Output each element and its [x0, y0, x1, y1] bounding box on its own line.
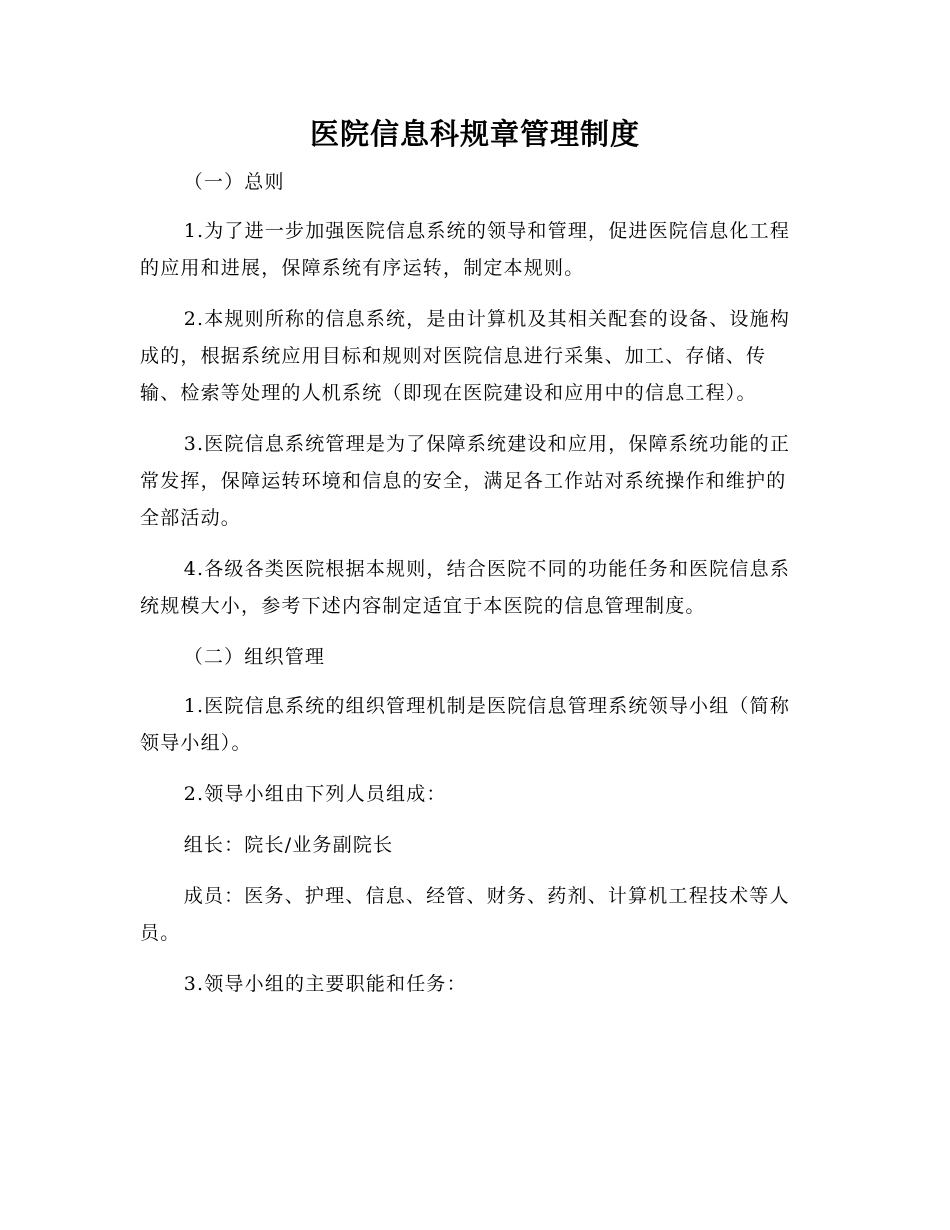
section-heading-organization: （二）组织管理 — [183, 646, 326, 668]
paragraph: 1.医院信息系统的组织管理机制是医院信息管理系统领导小组（简称领导小组）。 — [140, 695, 791, 754]
paragraph: 2.本规则所称的信息系统，是由计算机及其相关配套的设备、设施构成的，根据系统应用目标和规则对医院信息进行采集、加工、存储、传输、检索等处理的人机系统（即现在医院建设和应用中的信息工程）。 — [140, 308, 791, 404]
document-body — [140, 164, 796, 1017]
paragraph: 成员：医务、护理、信息、经管、财务、药剂、计算机工程技术等人员。 — [140, 885, 790, 944]
paragraph: 3.医院信息系统管理是为了保障系统建设和应用，保障系统功能的正常发挥，保障运转环境和信息的安全，满足各工作站对系统操作和维护的全部活动。 — [140, 433, 791, 529]
paragraph: 4.各级各类医院根据本规则，结合医院不同的功能任务和医院信息系统规模大小，参考下述内容制定适宜于本医院的信息管理制度。 — [140, 558, 791, 617]
paragraph: 2.领导小组由下列人员组成： — [183, 783, 447, 805]
document-title: 医院信息科规章管理制度 — [309, 117, 640, 151]
paragraph: 3.领导小组的主要职能和任务： — [183, 973, 467, 995]
paragraph: 1.为了进一步加强医院信息系统的领导和管理，促进医院信息化工程的应用和进展，保障系统有序运转，制定本规则。 — [140, 220, 791, 279]
section-heading-general: （一）总则 — [183, 171, 285, 193]
paragraph: 组长：院长/业务副院长 — [183, 834, 394, 856]
